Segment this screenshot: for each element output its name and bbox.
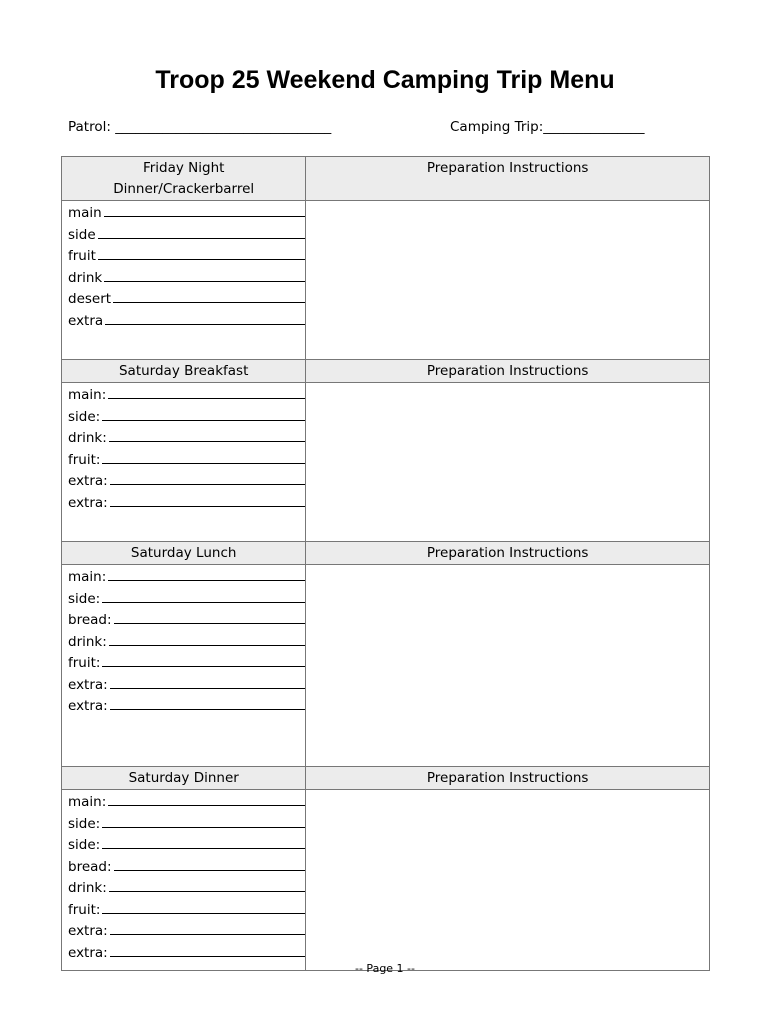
meal-heading-line: Saturday Breakfast	[118, 363, 249, 379]
fill-in-line[interactable]	[110, 688, 306, 689]
menu-item-row[interactable]	[68, 835, 305, 857]
preparation-instructions-heading: Preparation Instructions	[306, 360, 710, 383]
fill-in-line[interactable]	[102, 666, 305, 667]
fill-in-line[interactable]	[110, 506, 306, 507]
fill-in-line[interactable]	[102, 848, 305, 849]
fill-in-line[interactable]	[102, 827, 305, 828]
menu-item-label: drink:	[68, 430, 107, 446]
page-footer: -- Page 1 --	[355, 962, 415, 975]
menu-item-row[interactable]	[68, 385, 305, 407]
menu-item-row[interactable]	[68, 289, 305, 311]
preparation-instructions-heading: Preparation Instructions	[306, 542, 710, 565]
menu-item-row[interactable]	[68, 567, 305, 589]
menu-item-label: fruit:	[68, 901, 101, 918]
menu-item-label: main	[68, 205, 102, 221]
menu-item-label: extra:	[68, 698, 108, 714]
menu-item-label: extra:	[68, 494, 108, 511]
fill-in-line[interactable]	[102, 913, 305, 914]
menu-item-row[interactable]	[68, 589, 305, 611]
menu-item-row[interactable]	[68, 900, 305, 922]
fill-in-line[interactable]	[98, 259, 305, 260]
menu-item-row[interactable]	[68, 878, 305, 900]
menu-item-label: fruit	[68, 248, 96, 264]
meal-heading-line: Friday Night	[142, 160, 225, 176]
menu-item-row[interactable]	[68, 675, 305, 697]
fill-in-line[interactable]	[105, 324, 305, 325]
fill-in-line[interactable]	[113, 302, 305, 303]
fill-in-line[interactable]	[104, 216, 306, 217]
section-header-row	[62, 542, 710, 565]
menu-items-cell	[62, 383, 306, 542]
menu-item-label: extra:	[68, 473, 108, 489]
fill-in-line[interactable]	[108, 580, 305, 581]
menu-item-label: main:	[68, 569, 107, 585]
section-body-row	[62, 201, 710, 360]
menu-item-row[interactable]	[68, 450, 305, 472]
section-body-row	[62, 790, 710, 971]
menu-items-cell	[62, 565, 306, 767]
menu-item-row[interactable]	[68, 814, 305, 836]
section-header-row	[62, 157, 710, 201]
menu-item-row[interactable]	[68, 921, 305, 943]
fill-in-line[interactable]	[102, 463, 305, 464]
menu-item-label: fruit:	[68, 655, 101, 671]
camping-trip-field[interactable]: Camping Trip:_______________	[450, 119, 645, 135]
meal-heading	[62, 542, 306, 565]
fill-in-line[interactable]	[98, 238, 306, 239]
menu-item-row[interactable]	[68, 428, 305, 450]
fill-in-line[interactable]	[109, 441, 306, 442]
menu-item-row[interactable]	[68, 653, 305, 675]
menu-item-row[interactable]	[68, 203, 305, 225]
menu-item-row[interactable]	[68, 493, 305, 515]
fill-in-line[interactable]	[110, 709, 306, 710]
menu-item-label: main:	[68, 794, 107, 810]
fill-in-line[interactable]	[110, 484, 306, 485]
fill-in-line[interactable]	[102, 602, 305, 603]
preparation-instructions-heading: Preparation Instructions	[306, 767, 710, 790]
menu-table	[61, 156, 710, 971]
menu-item-label: side:	[68, 837, 101, 853]
menu-item-row[interactable]	[68, 407, 305, 429]
menu-item-row[interactable]	[68, 696, 305, 718]
menu-item-row[interactable]	[68, 246, 305, 268]
menu-item-label: drink	[68, 269, 103, 286]
menu-item-row[interactable]	[68, 857, 305, 879]
preparation-instructions-area[interactable]	[306, 790, 710, 971]
fill-in-line[interactable]	[108, 805, 305, 806]
preparation-instructions-heading: Preparation Instructions	[306, 157, 710, 201]
menu-item-row[interactable]	[68, 225, 305, 247]
fill-in-line[interactable]	[102, 420, 305, 421]
menu-item-label: extra:	[68, 676, 108, 693]
section-body-row	[62, 383, 710, 542]
fill-in-line[interactable]	[110, 934, 306, 935]
menu-item-row[interactable]	[68, 792, 305, 814]
menu-item-label: side:	[68, 408, 101, 425]
menu-item-label: drink:	[68, 880, 107, 896]
menu-item-label: bread:	[68, 858, 112, 875]
meal-heading-line: Saturday Lunch	[130, 545, 237, 561]
section-header-row	[62, 767, 710, 790]
menu-item-row[interactable]	[68, 610, 305, 632]
menu-item-label: main:	[68, 387, 107, 403]
menu-item-label: side	[68, 226, 96, 243]
menu-item-label: extra:	[68, 944, 108, 961]
menu-item-row[interactable]	[68, 471, 305, 493]
menu-item-row[interactable]	[68, 632, 305, 654]
fill-in-line[interactable]	[114, 870, 306, 871]
fill-in-line[interactable]	[108, 398, 305, 399]
fill-in-line[interactable]	[109, 645, 306, 646]
preparation-instructions-area[interactable]	[306, 565, 710, 767]
menu-item-label: extra:	[68, 923, 108, 939]
fill-in-line[interactable]	[104, 281, 305, 282]
menu-item-label: bread:	[68, 612, 112, 628]
page-title: Troop 25 Weekend Camping Trip Menu	[155, 66, 615, 94]
meal-heading	[62, 767, 306, 790]
patrol-field[interactable]: Patrol: ________________________________	[68, 119, 332, 135]
menu-item-row[interactable]	[68, 268, 305, 290]
menu-item-label: fruit:	[68, 451, 101, 468]
menu-item-label: drink:	[68, 633, 107, 650]
meal-heading	[62, 360, 306, 383]
section-body-row	[62, 565, 710, 767]
meal-heading-line: Dinner/Crackerbarrel	[113, 181, 255, 197]
meal-heading	[62, 157, 306, 201]
preparation-instructions-area[interactable]	[306, 383, 710, 542]
fill-in-line[interactable]	[110, 956, 306, 957]
menu-item-row[interactable]	[68, 943, 305, 965]
menu-items-cell	[62, 201, 306, 360]
fill-in-line[interactable]	[114, 623, 306, 624]
menu-item-label: side:	[68, 815, 101, 832]
menu-item-row[interactable]	[68, 311, 305, 333]
section-header-row	[62, 360, 710, 383]
preparation-instructions-area[interactable]	[306, 201, 710, 360]
menu-item-label: side:	[68, 590, 101, 607]
menu-items-cell	[62, 790, 306, 971]
fill-in-line[interactable]	[109, 891, 306, 892]
menu-item-label: extra	[68, 312, 104, 329]
meal-heading-line: Saturday Dinner	[128, 770, 239, 786]
menu-item-label: desert	[68, 291, 112, 307]
